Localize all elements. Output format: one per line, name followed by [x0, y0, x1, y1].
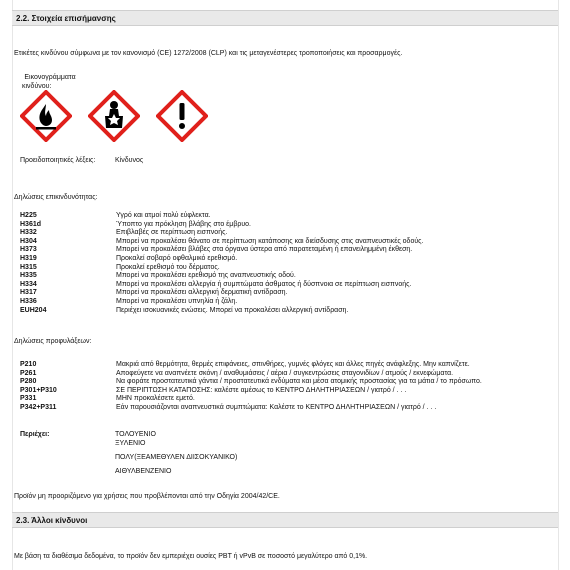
right-margin-rule — [558, 0, 559, 570]
intro-text: Ετικέτες κινδύνου σύμφωνα με τον κανονισμό (CE) 1272/2008 (CLP) και τις μεταγενέστερες τροποποιήσεις και προσαρμογές. — [14, 50, 403, 57]
contains-item: ΠΟΛΥ(ΞΕΑΜΕΘΥΛΕΝ ΔΙΙΣΟΚΥΑΝΙΚΟ) — [115, 454, 238, 461]
flame-icon — [20, 90, 72, 142]
section-2-3-header: 2.3. Άλλοι κίνδυνοι — [12, 512, 558, 528]
pictograms-label-line1: Εικονογράμματα — [24, 74, 76, 81]
contains-item: ΑΙΘΥΛΒΕΝΖΕΝΙΟ — [115, 468, 172, 475]
signal-word-value: Κίνδυνος — [115, 157, 144, 164]
contains-item: ΞΥΛΕΝΙΟ — [115, 440, 146, 447]
health-hazard-icon — [88, 90, 140, 142]
pictogram-row — [20, 90, 210, 142]
precautionary-statements-label: Δηλώσεις προφυλάξεων: — [14, 338, 92, 345]
contains-label: Περιέχει: — [20, 431, 50, 438]
contains-item: ΤΟΛΟΥΕΝΙΟ — [115, 431, 156, 438]
pictograms-label — [22, 73, 78, 91]
hazard-statements-label: Δηλώσεις επικινδυνότητας: — [14, 194, 98, 201]
pictograms-label-line2: κινδύνου: — [22, 83, 52, 90]
signal-word-label: Προειδοποιητικές λέξεις: — [20, 157, 96, 164]
directive-note: Προϊόν μη προοριζόμενο για χρήσεις που προβλέπονται από την Οδηγία 2004/42/CE. — [14, 493, 280, 500]
section-2-2-header: 2.2. Στοιχεία επισήμανσης — [12, 10, 558, 26]
exclamation-icon — [156, 90, 208, 142]
left-margin-rule — [12, 0, 13, 570]
pbt-text: Με βάση τα διαθέσιμα δεδομένα, το προϊόν δεν εμπεριέχει ουσίες PBT ή vPvB σε ποσοστό μεγαλύτερο από 0,1%. — [14, 553, 368, 560]
sds-page: 2.2. Στοιχεία επισήμανσης Ετικέτες κινδύνου σύμφωνα με τον κανονισμό (CE) 1272/2008 (CLP) και τις μεταγενέστερες τροποποιήσεις και προσαρμογές. Εικονογράμματα κινδύνου: Προειδοποιητικές λέξεις: Κίνδυνος Δηλώσεις επικινδυνότητας: H225 Υγρό και ατμοί πολύ εύφλεκτα. H361d Ύποπτο για πρόκληση βλάβης στο έμβρυο. H332 Επιβλαβές σε περίπτωση εισπνοής. H304 Μπορεί να προκαλέσει θάνατο σε περίπτωση κατάποσης και διείσδυσης στις αναπνευστικές οδούς. H373 Μπορεί να προκαλέσει βλάβες στα όργανα ύστερα από παρατεταμένη ή επανειλημμένη έκθεση. H319 Προκαλεί σοβαρό οφθαλμικό ερεθισμό. H315 Προκαλεί ερεθισμό του δέρματος. H335 Μπορεί να προκαλέσει ερεθισμό της αναπνευστικής οδού. H334 Μπορεί να προκαλέσει αλλεργία ή συμπτώματα άσθματος ή δύσπνοια σε περίπτωση εισπνοής. H317 Μπορεί να προκαλέσει αλλεργική δερματική αντίδραση. H336 Μπορεί να προκαλέσει υπνηλία ή ζάλη. EUH204 Περιέχει ισοκυανικές ενώσεις. Μπορεί να προκαλέσει αλλεργική αντίδραση. Δηλώσεις προφυλάξεων: P210 Μακριά από θερμότητα, θερμές επιφάνειες, σπινθήρες, γυμνές φλόγες και άλλες πηγές ανάφλεξης. Μην καπνίζετε. P261 Αποφεύγετε να αναπνέετε σκόνη / αναθυμιάσεις / αέρια / συγκεντρώσεις σταγονιδίων / ατμούς / εκνεφώματα. P280 Να φοράτε προστατευτικά γάντια / προστατευτικά ενδύματα και μέσα ατομικής προστασίας για τα μάτια / το πρόσωπο. P301+P310 ΣΕ ΠΕΡΙΠΤΩΣΗ ΚΑΤΑΠΟΣΗΣ: καλέστε αμέσως το ΚΕΝΤΡΟ ΔΗΛΗΤΗΡΙΑΣΕΩΝ / γιατρό / . . . P331 ΜΗΝ προκαλέσετε εμετό. P342+P311 Εάν παρουσιάζονται αναπνευστικά συμπτώματα: Καλέστε το ΚΕΝΤΡΟ ΔΗΛΗΤΗΡΙΑΣΕΩΝ / γιατρό / . . . Περιέχει: ΤΟΛΟΥΕΝΙΟ ΞΥΛΕΝΙΟ ΠΟΛΥ(ΞΕΑΜΕΘΥΛΕΝ ΔΙΙΣΟΚΥΑΝΙΚΟ) ΑΙΘΥΛΒΕΝΖΕΝΙΟ Προϊόν μη προοριζόμενο για χρήσεις που προβλέπονται από την Οδηγία 2004/42/CE. 2.3. Άλλοι κίνδυνοι Με βάση τα διαθέσιμα δεδομένα, το προϊόν δεν εμπεριέχει ουσίες PBT ή vPvB σε ποσοστό μεγαλύτερο από 0,1%. — [0, 0, 570, 570]
